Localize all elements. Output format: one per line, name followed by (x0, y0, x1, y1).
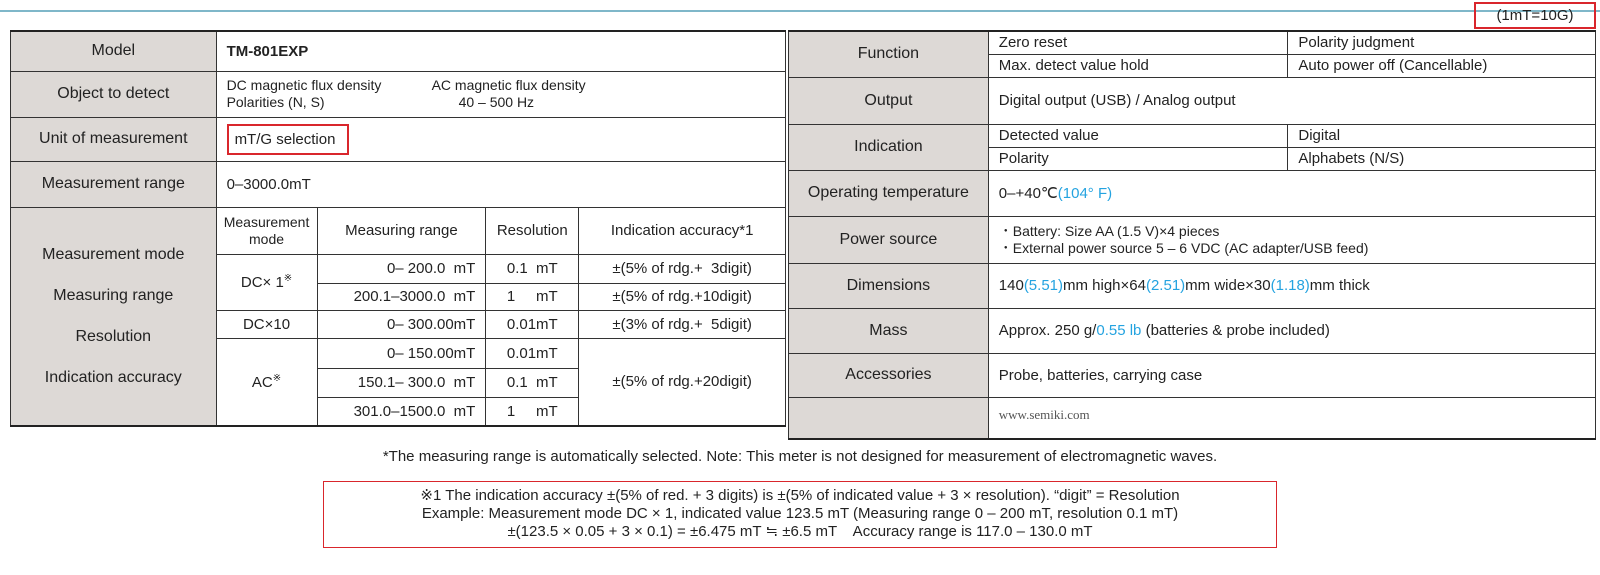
model-label: Model (11, 31, 217, 71)
blank-label (789, 397, 989, 439)
row-5-resolution: 0.1 mT (486, 368, 579, 397)
range-value: 0–3000.0mT (216, 161, 785, 207)
header-measuring-range: Measuring range (317, 207, 486, 254)
range-label: Measurement range (11, 161, 217, 207)
spec-table-left (10, 30, 786, 427)
footnote-line-3: ±(123.5 × 0.05 + 3 × 0.1) = ±6.475 mT ≒ ±6.5 mT Accuracy range is 117.0 – 130.0 mT (507, 523, 1093, 540)
header-resolution: Resolution (486, 207, 579, 254)
row-4-range: 0– 150.00mT (317, 338, 486, 368)
model-value: TM-801EXP (216, 31, 785, 71)
mass-label: Mass (789, 308, 989, 353)
mode-label-3: Resolution (75, 328, 152, 346)
row-3-accuracy: ±(3% of rdg.+ 5digit) (579, 310, 786, 338)
temperature-label: Operating temperature (789, 170, 989, 216)
accuracy-footnote (323, 481, 1277, 548)
row-6-range: 301.0–1500.0 mT (317, 397, 486, 426)
website-cell (988, 397, 1595, 439)
mode-labels (11, 207, 217, 426)
mode-label-2: Measuring range (53, 287, 174, 305)
website-text: www.semiki.com (998, 406, 1090, 422)
object-dc: DC magnetic flux density (226, 77, 382, 93)
power-line-2: ・External power source 5 – 6 VDC (AC adapter/USB feed) (998, 239, 1369, 256)
power-line-1: ・Battery: Size AA (1.5 V)×4 pieces (998, 222, 1220, 239)
row-4-resolution: 0.01mT (486, 338, 579, 368)
dimensions-label: Dimensions (789, 263, 989, 308)
object-value (216, 71, 785, 117)
mode-label-4: Indication accuracy (44, 369, 182, 387)
row-6-resolution: 1 mT (486, 397, 579, 426)
object-ac: AC magnetic flux density (431, 77, 586, 93)
dimensions-value: 140(5.51)mm high×64(2.51)mm wide×30(1.18)mm thick (988, 263, 1595, 308)
row-3-resolution: 0.01mT (486, 310, 579, 338)
row-2-resolution: 1 mT (486, 283, 579, 310)
unit-value-cell (216, 117, 785, 161)
header-accuracy: Indication accuracy*1 (579, 207, 786, 254)
function-item-3: Max. detect value hold (988, 54, 1288, 77)
mode-label-1: Measurement mode (42, 246, 185, 264)
unit-label: Unit of measurement (11, 117, 217, 161)
accessories-value: Probe, batteries, carrying case (988, 353, 1595, 397)
footnote-line-1: ※1 The indication accuracy ±(5% of red. + 3 digits) is ±(5% of indicated value + 3 × resolution). “digit” = Resolution (420, 487, 1180, 504)
function-item-2: Polarity judgment (1288, 31, 1596, 54)
accessories-label: Accessories (789, 353, 989, 397)
indication-item-3: Polarity (988, 147, 1288, 170)
mode-dc10: DC×10 (216, 310, 317, 338)
object-polarities: Polarities (N, S) (226, 94, 325, 110)
row-4-accuracy: ±(5% of rdg.+20digit) (579, 338, 786, 426)
function-label: Function (789, 31, 989, 77)
row-1-accuracy: ±(5% of rdg.+ 3digit) (579, 254, 786, 283)
temperature-value: 0–+40℃(104° F) (988, 170, 1595, 216)
object-frequency: 40 – 500 Hz (458, 94, 535, 110)
row-1-range: 0– 200.0 mT (317, 254, 486, 283)
row-5-range: 150.1– 300.0 mT (317, 368, 486, 397)
row-1-resolution: 0.1 mT (486, 254, 579, 283)
output-value: Digital output (USB) / Analog output (988, 77, 1595, 124)
unit-value: mT/G selection (227, 124, 350, 155)
indication-item-2: Digital (1288, 124, 1596, 147)
spec-table-right (788, 30, 1596, 440)
auto-range-note: *The measuring range is automatically selected. Note: This meter is not designed for measurement of electromagnetic waves. (382, 448, 1218, 465)
row-2-accuracy: ±(5% of rdg.+10digit) (579, 283, 786, 310)
function-item-4: Auto power off (Cancellable) (1288, 54, 1596, 77)
object-label: Object to detect (11, 71, 217, 117)
header-mode: Measurement mode (216, 207, 317, 254)
indication-item-1: Detected value (988, 124, 1288, 147)
row-2-range: 200.1–3000.0 mT (317, 283, 486, 310)
indication-label: Indication (789, 124, 989, 170)
function-item-1: Zero reset (988, 31, 1288, 54)
mass-value: Approx. 250 g/0.55 lb (batteries & probe included) (988, 308, 1595, 353)
row-3-range: 0– 300.00mT (317, 310, 486, 338)
mode-dc1: DC× 1※ (216, 254, 317, 310)
header-rule (0, 10, 1600, 12)
mode-ac: AC※ (216, 338, 317, 426)
power-value (988, 216, 1595, 263)
footnote-line-2: Example: Measurement mode DC × 1, indicated value 123.5 mT (Measuring range 0 – 200 mT, resolution 0.1 mT) (421, 505, 1179, 522)
power-label: Power source (789, 216, 989, 263)
output-label: Output (789, 77, 989, 124)
unit-conversion-note: (1mT=10G) (1474, 2, 1596, 29)
indication-item-4: Alphabets (N/S) (1288, 147, 1596, 170)
